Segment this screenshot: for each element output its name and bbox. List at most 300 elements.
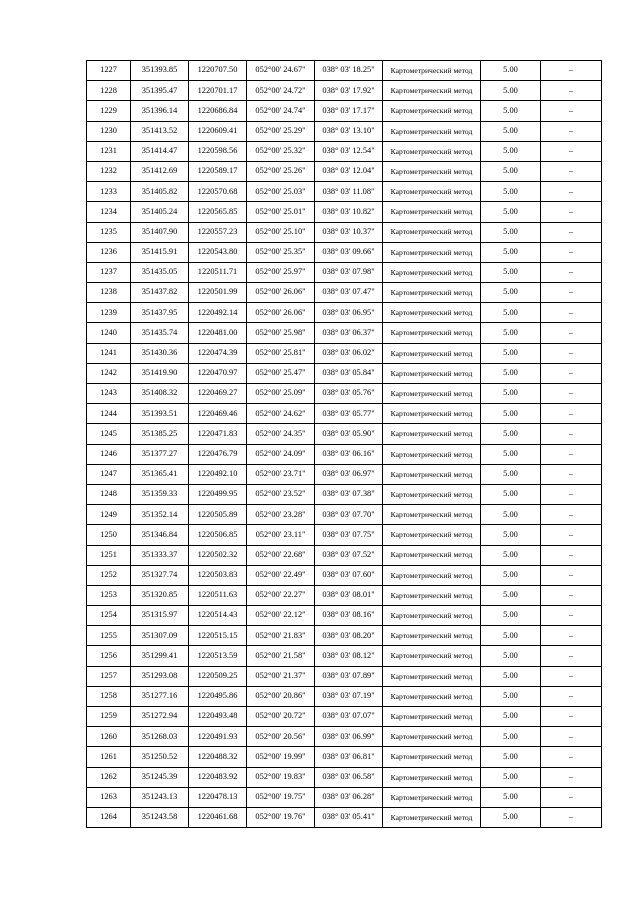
note-cell: – [541, 182, 602, 202]
precision-cell: 5.00 [481, 666, 541, 686]
longitude-cell: 038° 03' 09.66" [315, 242, 383, 262]
point-number-cell: 1253 [87, 585, 131, 605]
point-number-cell: 1236 [87, 242, 131, 262]
longitude-cell: 038° 03' 05.41" [315, 807, 383, 827]
x-coordinate-cell: 351365.41 [131, 464, 189, 484]
x-coordinate-cell: 351405.82 [131, 182, 189, 202]
y-coordinate-cell: 1220502.32 [189, 545, 247, 565]
longitude-cell: 038° 03' 07.38" [315, 484, 383, 504]
x-coordinate-cell: 351415.91 [131, 242, 189, 262]
point-number-cell: 1240 [87, 323, 131, 343]
point-number-cell: 1244 [87, 404, 131, 424]
latitude-cell: 052°00' 26.06" [247, 283, 315, 303]
table-row [87, 585, 602, 605]
note-cell: – [541, 606, 602, 626]
table-row [87, 323, 602, 343]
longitude-cell: 038° 03' 17.92" [315, 81, 383, 101]
point-number-cell: 1255 [87, 626, 131, 646]
y-coordinate-cell: 1220491.93 [189, 727, 247, 747]
latitude-cell: 052°00' 19.99" [247, 747, 315, 767]
point-number-cell: 1246 [87, 444, 131, 464]
note-cell: – [541, 242, 602, 262]
table-row [87, 202, 602, 222]
latitude-cell: 052°00' 23.28" [247, 505, 315, 525]
longitude-cell: 038° 03' 06.16" [315, 444, 383, 464]
precision-cell: 5.00 [481, 747, 541, 767]
longitude-cell: 038° 03' 08.01" [315, 585, 383, 605]
table-row [87, 747, 602, 767]
x-coordinate-cell: 351307.09 [131, 626, 189, 646]
x-coordinate-cell: 351437.95 [131, 303, 189, 323]
longitude-cell: 038° 03' 05.77" [315, 404, 383, 424]
x-coordinate-cell: 351352.14 [131, 505, 189, 525]
x-coordinate-cell: 351243.58 [131, 807, 189, 827]
method-cell: Картометрический метод [383, 525, 481, 545]
method-cell: Картометрический метод [383, 363, 481, 383]
table-row [87, 646, 602, 666]
point-number-cell: 1230 [87, 121, 131, 141]
x-coordinate-cell: 351413.52 [131, 121, 189, 141]
latitude-cell: 052°00' 21.58" [247, 646, 315, 666]
precision-cell: 5.00 [481, 303, 541, 323]
point-number-cell: 1258 [87, 686, 131, 706]
note-cell: – [541, 303, 602, 323]
point-number-cell: 1232 [87, 161, 131, 181]
point-number-cell: 1259 [87, 707, 131, 727]
precision-cell: 5.00 [481, 363, 541, 383]
latitude-cell: 052°00' 24.35" [247, 424, 315, 444]
longitude-cell: 038° 03' 07.19" [315, 686, 383, 706]
table-row [87, 727, 602, 747]
y-coordinate-cell: 1220481.00 [189, 323, 247, 343]
latitude-cell: 052°00' 23.11" [247, 525, 315, 545]
table-row [87, 61, 602, 81]
method-cell: Картометрический метод [383, 384, 481, 404]
method-cell: Картометрический метод [383, 404, 481, 424]
x-coordinate-cell: 351396.14 [131, 101, 189, 121]
latitude-cell: 052°00' 25.97" [247, 262, 315, 282]
point-number-cell: 1229 [87, 101, 131, 121]
y-coordinate-cell: 1220511.63 [189, 585, 247, 605]
precision-cell: 5.00 [481, 505, 541, 525]
latitude-cell: 052°00' 19.83" [247, 767, 315, 787]
note-cell: – [541, 384, 602, 404]
latitude-cell: 052°00' 22.68" [247, 545, 315, 565]
latitude-cell: 052°00' 25.03" [247, 182, 315, 202]
method-cell: Картометрический метод [383, 747, 481, 767]
precision-cell: 5.00 [481, 444, 541, 464]
note-cell: – [541, 565, 602, 585]
x-coordinate-cell: 351435.74 [131, 323, 189, 343]
x-coordinate-cell: 351315.97 [131, 606, 189, 626]
precision-cell: 5.00 [481, 61, 541, 81]
y-coordinate-cell: 1220506.85 [189, 525, 247, 545]
table-row [87, 222, 602, 242]
longitude-cell: 038° 03' 07.70" [315, 505, 383, 525]
latitude-cell: 052°00' 25.01" [247, 202, 315, 222]
method-cell: Картометрический метод [383, 343, 481, 363]
precision-cell: 5.00 [481, 727, 541, 747]
latitude-cell: 052°00' 20.86" [247, 686, 315, 706]
longitude-cell: 038° 03' 12.04" [315, 161, 383, 181]
y-coordinate-cell: 1220570.68 [189, 182, 247, 202]
precision-cell: 5.00 [481, 545, 541, 565]
note-cell: – [541, 121, 602, 141]
note-cell: – [541, 767, 602, 787]
table-row [87, 666, 602, 686]
latitude-cell: 052°00' 21.83" [247, 626, 315, 646]
y-coordinate-cell: 1220488.32 [189, 747, 247, 767]
method-cell: Картометрический метод [383, 666, 481, 686]
latitude-cell: 052°00' 25.10" [247, 222, 315, 242]
x-coordinate-cell: 351408.32 [131, 384, 189, 404]
table-row [87, 121, 602, 141]
x-coordinate-cell: 351272.94 [131, 707, 189, 727]
y-coordinate-cell: 1220609.41 [189, 121, 247, 141]
note-cell: – [541, 323, 602, 343]
note-cell: – [541, 727, 602, 747]
longitude-cell: 038° 03' 12.54" [315, 141, 383, 161]
note-cell: – [541, 787, 602, 807]
point-number-cell: 1261 [87, 747, 131, 767]
table-row [87, 484, 602, 504]
latitude-cell: 052°00' 22.12" [247, 606, 315, 626]
coordinates-table [86, 60, 602, 828]
note-cell: – [541, 464, 602, 484]
note-cell: – [541, 262, 602, 282]
table-row [87, 182, 602, 202]
note-cell: – [541, 363, 602, 383]
point-number-cell: 1251 [87, 545, 131, 565]
y-coordinate-cell: 1220461.68 [189, 807, 247, 827]
y-coordinate-cell: 1220483.92 [189, 767, 247, 787]
table-row [87, 464, 602, 484]
point-number-cell: 1239 [87, 303, 131, 323]
latitude-cell: 052°00' 21.37" [247, 666, 315, 686]
precision-cell: 5.00 [481, 424, 541, 444]
x-coordinate-cell: 351293.08 [131, 666, 189, 686]
precision-cell: 5.00 [481, 323, 541, 343]
latitude-cell: 052°00' 19.75" [247, 787, 315, 807]
table-row [87, 384, 602, 404]
point-number-cell: 1235 [87, 222, 131, 242]
y-coordinate-cell: 1220493.48 [189, 707, 247, 727]
table-row [87, 686, 602, 706]
precision-cell: 5.00 [481, 484, 541, 504]
point-number-cell: 1254 [87, 606, 131, 626]
table-row [87, 606, 602, 626]
method-cell: Картометрический метод [383, 424, 481, 444]
longitude-cell: 038° 03' 07.52" [315, 545, 383, 565]
x-coordinate-cell: 351277.16 [131, 686, 189, 706]
point-number-cell: 1247 [87, 464, 131, 484]
x-coordinate-cell: 351250.52 [131, 747, 189, 767]
method-cell: Картометрический метод [383, 182, 481, 202]
latitude-cell: 052°00' 24.09" [247, 444, 315, 464]
precision-cell: 5.00 [481, 262, 541, 282]
point-number-cell: 1260 [87, 727, 131, 747]
point-number-cell: 1263 [87, 787, 131, 807]
method-cell: Картометрический метод [383, 101, 481, 121]
latitude-cell: 052°00' 24.62" [247, 404, 315, 424]
note-cell: – [541, 283, 602, 303]
method-cell: Картометрический метод [383, 646, 481, 666]
table-row [87, 242, 602, 262]
point-number-cell: 1227 [87, 61, 131, 81]
latitude-cell: 052°00' 25.81" [247, 343, 315, 363]
method-cell: Картометрический метод [383, 545, 481, 565]
y-coordinate-cell: 1220511.71 [189, 262, 247, 282]
latitude-cell: 052°00' 20.56" [247, 727, 315, 747]
longitude-cell: 038° 03' 07.98" [315, 262, 383, 282]
method-cell: Картометрический метод [383, 707, 481, 727]
note-cell: – [541, 81, 602, 101]
point-number-cell: 1262 [87, 767, 131, 787]
precision-cell: 5.00 [481, 242, 541, 262]
y-coordinate-cell: 1220474.39 [189, 343, 247, 363]
method-cell: Картометрический метод [383, 505, 481, 525]
note-cell: – [541, 646, 602, 666]
y-coordinate-cell: 1220515.15 [189, 626, 247, 646]
table-row [87, 565, 602, 585]
x-coordinate-cell: 351245.39 [131, 767, 189, 787]
y-coordinate-cell: 1220492.10 [189, 464, 247, 484]
point-number-cell: 1264 [87, 807, 131, 827]
latitude-cell: 052°00' 23.71" [247, 464, 315, 484]
method-cell: Картометрический метод [383, 606, 481, 626]
longitude-cell: 038° 03' 06.95" [315, 303, 383, 323]
y-coordinate-cell: 1220565.85 [189, 202, 247, 222]
latitude-cell: 052°00' 22.49" [247, 565, 315, 585]
x-coordinate-cell: 351320.85 [131, 585, 189, 605]
note-cell: – [541, 161, 602, 181]
latitude-cell: 052°00' 25.29" [247, 121, 315, 141]
latitude-cell: 052°00' 22.27" [247, 585, 315, 605]
point-number-cell: 1249 [87, 505, 131, 525]
longitude-cell: 038° 03' 06.58" [315, 767, 383, 787]
point-number-cell: 1242 [87, 363, 131, 383]
point-number-cell: 1228 [87, 81, 131, 101]
x-coordinate-cell: 351419.90 [131, 363, 189, 383]
table-row [87, 404, 602, 424]
method-cell: Картометрический метод [383, 464, 481, 484]
latitude-cell: 052°00' 19.76" [247, 807, 315, 827]
x-coordinate-cell: 351359.33 [131, 484, 189, 504]
longitude-cell: 038° 03' 08.16" [315, 606, 383, 626]
point-number-cell: 1252 [87, 565, 131, 585]
precision-cell: 5.00 [481, 606, 541, 626]
precision-cell: 5.00 [481, 81, 541, 101]
longitude-cell: 038° 03' 13.10" [315, 121, 383, 141]
table-row [87, 303, 602, 323]
note-cell: – [541, 61, 602, 81]
precision-cell: 5.00 [481, 565, 541, 585]
longitude-cell: 038° 03' 05.76" [315, 384, 383, 404]
x-coordinate-cell: 351437.82 [131, 283, 189, 303]
longitude-cell: 038° 03' 07.07" [315, 707, 383, 727]
precision-cell: 5.00 [481, 646, 541, 666]
x-coordinate-cell: 351412.69 [131, 161, 189, 181]
method-cell: Картометрический метод [383, 565, 481, 585]
longitude-cell: 038° 03' 18.25" [315, 61, 383, 81]
latitude-cell: 052°00' 24.74" [247, 101, 315, 121]
point-number-cell: 1241 [87, 343, 131, 363]
longitude-cell: 038° 03' 10.82" [315, 202, 383, 222]
x-coordinate-cell: 351393.51 [131, 404, 189, 424]
latitude-cell: 052°00' 25.98" [247, 323, 315, 343]
note-cell: – [541, 222, 602, 242]
table-row [87, 262, 602, 282]
latitude-cell: 052°00' 26.06" [247, 303, 315, 323]
longitude-cell: 038° 03' 05.84" [315, 363, 383, 383]
table-row [87, 787, 602, 807]
table-row [87, 505, 602, 525]
precision-cell: 5.00 [481, 101, 541, 121]
method-cell: Картометрический метод [383, 323, 481, 343]
x-coordinate-cell: 351407.90 [131, 222, 189, 242]
longitude-cell: 038° 03' 06.99" [315, 727, 383, 747]
method-cell: Картометрический метод [383, 202, 481, 222]
latitude-cell: 052°00' 25.35" [247, 242, 315, 262]
method-cell: Картометрический метод [383, 787, 481, 807]
y-coordinate-cell: 1220589.17 [189, 161, 247, 181]
y-coordinate-cell: 1220469.27 [189, 384, 247, 404]
precision-cell: 5.00 [481, 161, 541, 181]
table-row [87, 626, 602, 646]
precision-cell: 5.00 [481, 121, 541, 141]
method-cell: Картометрический метод [383, 484, 481, 504]
y-coordinate-cell: 1220686.84 [189, 101, 247, 121]
longitude-cell: 038° 03' 06.81" [315, 747, 383, 767]
note-cell: – [541, 404, 602, 424]
latitude-cell: 052°00' 25.26" [247, 161, 315, 181]
y-coordinate-cell: 1220509.25 [189, 666, 247, 686]
method-cell: Картометрический метод [383, 767, 481, 787]
x-coordinate-cell: 351414.47 [131, 141, 189, 161]
precision-cell: 5.00 [481, 343, 541, 363]
precision-cell: 5.00 [481, 585, 541, 605]
precision-cell: 5.00 [481, 767, 541, 787]
x-coordinate-cell: 351395.47 [131, 81, 189, 101]
longitude-cell: 038° 03' 17.17" [315, 101, 383, 121]
longitude-cell: 038° 03' 05.90" [315, 424, 383, 444]
precision-cell: 5.00 [481, 222, 541, 242]
method-cell: Картометрический метод [383, 283, 481, 303]
method-cell: Картометрический метод [383, 303, 481, 323]
table-row [87, 807, 602, 827]
longitude-cell: 038° 03' 07.75" [315, 525, 383, 545]
point-number-cell: 1238 [87, 283, 131, 303]
table-row [87, 81, 602, 101]
method-cell: Картометрический метод [383, 222, 481, 242]
note-cell: – [541, 202, 602, 222]
x-coordinate-cell: 351243.13 [131, 787, 189, 807]
y-coordinate-cell: 1220503.83 [189, 565, 247, 585]
precision-cell: 5.00 [481, 202, 541, 222]
longitude-cell: 038° 03' 07.47" [315, 283, 383, 303]
y-coordinate-cell: 1220701.17 [189, 81, 247, 101]
y-coordinate-cell: 1220471.83 [189, 424, 247, 444]
method-cell: Картометрический метод [383, 626, 481, 646]
method-cell: Картометрический метод [383, 121, 481, 141]
y-coordinate-cell: 1220505.89 [189, 505, 247, 525]
table-row [87, 444, 602, 464]
y-coordinate-cell: 1220598.56 [189, 141, 247, 161]
x-coordinate-cell: 351377.27 [131, 444, 189, 464]
longitude-cell: 038° 03' 06.37" [315, 323, 383, 343]
note-cell: – [541, 424, 602, 444]
precision-cell: 5.00 [481, 182, 541, 202]
longitude-cell: 038° 03' 07.89" [315, 666, 383, 686]
y-coordinate-cell: 1220501.99 [189, 283, 247, 303]
x-coordinate-cell: 351405.24 [131, 202, 189, 222]
note-cell: – [541, 505, 602, 525]
precision-cell: 5.00 [481, 707, 541, 727]
table-row [87, 101, 602, 121]
x-coordinate-cell: 351393.85 [131, 61, 189, 81]
y-coordinate-cell: 1220513.59 [189, 646, 247, 666]
table-row [87, 707, 602, 727]
point-number-cell: 1257 [87, 666, 131, 686]
x-coordinate-cell: 351346.84 [131, 525, 189, 545]
note-cell: – [541, 141, 602, 161]
table-row [87, 363, 602, 383]
note-cell: – [541, 807, 602, 827]
y-coordinate-cell: 1220476.79 [189, 444, 247, 464]
y-coordinate-cell: 1220492.14 [189, 303, 247, 323]
longitude-cell: 038° 03' 08.12" [315, 646, 383, 666]
latitude-cell: 052°00' 25.32" [247, 141, 315, 161]
note-cell: – [541, 343, 602, 363]
y-coordinate-cell: 1220478.13 [189, 787, 247, 807]
note-cell: – [541, 686, 602, 706]
y-coordinate-cell: 1220514.43 [189, 606, 247, 626]
precision-cell: 5.00 [481, 141, 541, 161]
y-coordinate-cell: 1220499.95 [189, 484, 247, 504]
longitude-cell: 038° 03' 06.97" [315, 464, 383, 484]
precision-cell: 5.00 [481, 807, 541, 827]
precision-cell: 5.00 [481, 686, 541, 706]
table-row [87, 767, 602, 787]
x-coordinate-cell: 351385.25 [131, 424, 189, 444]
table-row [87, 525, 602, 545]
method-cell: Картометрический метод [383, 262, 481, 282]
method-cell: Картометрический метод [383, 161, 481, 181]
point-number-cell: 1231 [87, 141, 131, 161]
method-cell: Картометрический метод [383, 81, 481, 101]
precision-cell: 5.00 [481, 626, 541, 646]
method-cell: Картометрический метод [383, 585, 481, 605]
method-cell: Картометрический метод [383, 141, 481, 161]
longitude-cell: 038° 03' 11.08" [315, 182, 383, 202]
point-number-cell: 1256 [87, 646, 131, 666]
y-coordinate-cell: 1220707.50 [189, 61, 247, 81]
point-number-cell: 1245 [87, 424, 131, 444]
longitude-cell: 038° 03' 08.20" [315, 626, 383, 646]
point-number-cell: 1250 [87, 525, 131, 545]
table-row [87, 545, 602, 565]
latitude-cell: 052°00' 25.09" [247, 384, 315, 404]
point-number-cell: 1243 [87, 384, 131, 404]
longitude-cell: 038° 03' 07.60" [315, 565, 383, 585]
latitude-cell: 052°00' 24.67" [247, 61, 315, 81]
method-cell: Картометрический метод [383, 242, 481, 262]
longitude-cell: 038° 03' 06.28" [315, 787, 383, 807]
note-cell: – [541, 101, 602, 121]
x-coordinate-cell: 351430.36 [131, 343, 189, 363]
point-number-cell: 1237 [87, 262, 131, 282]
table-row [87, 283, 602, 303]
